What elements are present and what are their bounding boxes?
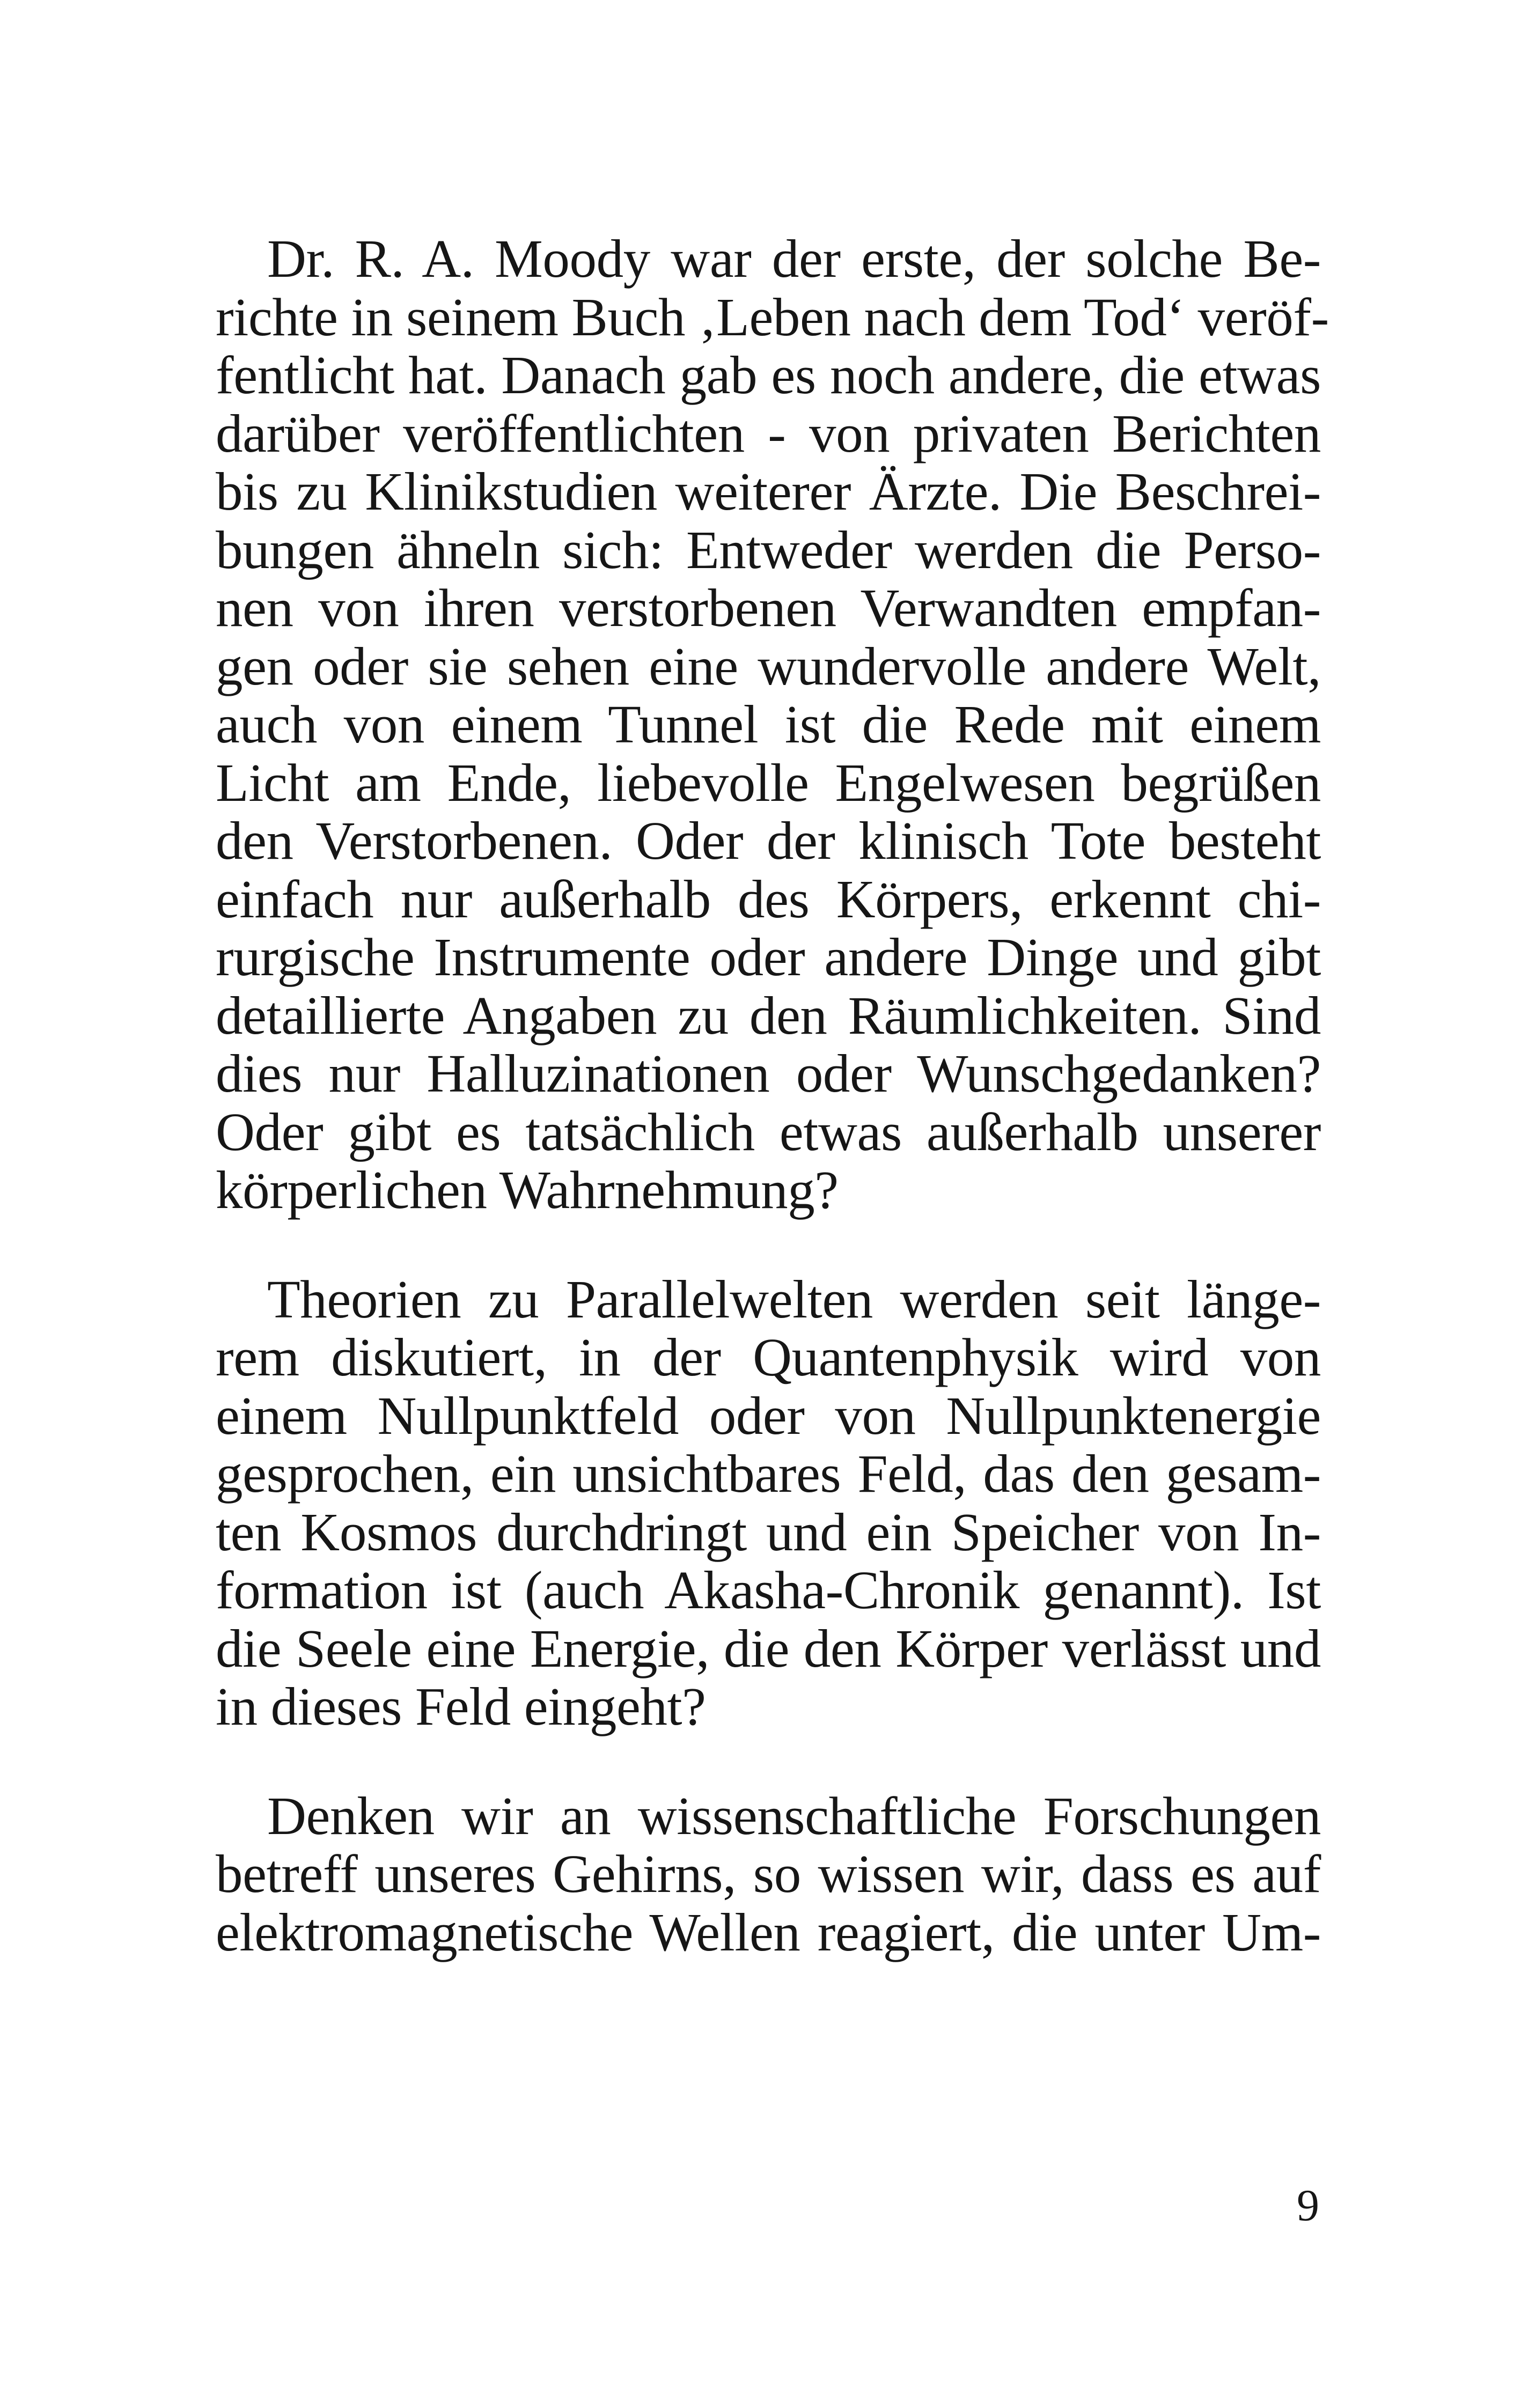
text-line: dies nur Halluzinationen oder Wunschgedanken? — [216, 1043, 1321, 1103]
text-line: elektromagnetische Wellen reagiert, die unter Um- — [216, 1902, 1321, 1962]
text-line: formation ist (auch Akasha-Chronik genannt). Ist — [216, 1560, 1321, 1620]
text-line: rurgische Instrumente oder andere Dinge und gibt — [216, 927, 1321, 987]
text-line: fentlicht hat. Danach gab es noch andere, die etwas — [216, 345, 1321, 405]
text-line: rem diskutiert, in der Quantenphysik wird von — [216, 1327, 1321, 1387]
text-line: bungen ähneln sich: Entweder werden die Perso- — [216, 519, 1321, 580]
text-line: detaillierte Angaben zu den Räumlichkeiten. Sind — [216, 985, 1321, 1045]
text-line: in dieses Feld eingeht? — [216, 1676, 706, 1736]
page-number: 9 — [1297, 2181, 1319, 2230]
text-line: gesprochen, ein unsichtbares Feld, das den gesam- — [216, 1444, 1321, 1504]
text-line: einfach nur außerhalb des Körpers, erkennt chi- — [216, 868, 1321, 929]
text-line: gen oder sie sehen eine wundervolle andere Welt, — [216, 636, 1321, 696]
text-line: Licht am Ende, liebevolle Engelwesen begrüßen — [216, 752, 1321, 813]
text-line: den Verstorbenen. Oder der klinisch Tote besteht — [216, 811, 1321, 871]
text-line: darüber veröffentlichten - von privaten Berichten — [216, 403, 1321, 463]
text-line: auch von einem Tunnel ist die Rede mit einem — [216, 694, 1321, 754]
text-line: ten Kosmos durchdringt und ein Speicher von In- — [216, 1501, 1321, 1562]
text-line: Theorien zu Parallelwelten werden seit länge- — [267, 1269, 1321, 1329]
paragraph-1 — [216, 229, 1329, 1220]
text-line: richte in seinem Buch ‚Leben nach dem Tod‘ veröf- — [216, 286, 1329, 347]
text-line: Denken wir an wissenschaftliche Forschungen — [267, 1785, 1321, 1846]
text-line: betreff unseres Gehirns, so wissen wir, dass es auf — [216, 1844, 1321, 1904]
paragraph-2 — [216, 1270, 1321, 1736]
text-line: körperlichen Wahrnehmung? — [216, 1160, 839, 1220]
text-line: die Seele eine Energie, die den Körper verlässt und — [216, 1618, 1321, 1678]
text-line: Dr. R. A. Moody war der erste, der solche Be- — [267, 229, 1321, 289]
text-line: einem Nullpunktfeld oder von Nullpunktenergie — [216, 1385, 1321, 1446]
text-line: nen von ihren verstorbenen Verwandten empfan- — [216, 578, 1321, 638]
text-line: Oder gibt es tatsächlich etwas außerhalb unserer — [216, 1101, 1321, 1162]
text-line: bis zu Klinikstudien weiterer Ärzte. Die Beschrei- — [216, 461, 1321, 521]
body-text — [216, 229, 1329, 2012]
paragraph-3 — [216, 1787, 1321, 1962]
